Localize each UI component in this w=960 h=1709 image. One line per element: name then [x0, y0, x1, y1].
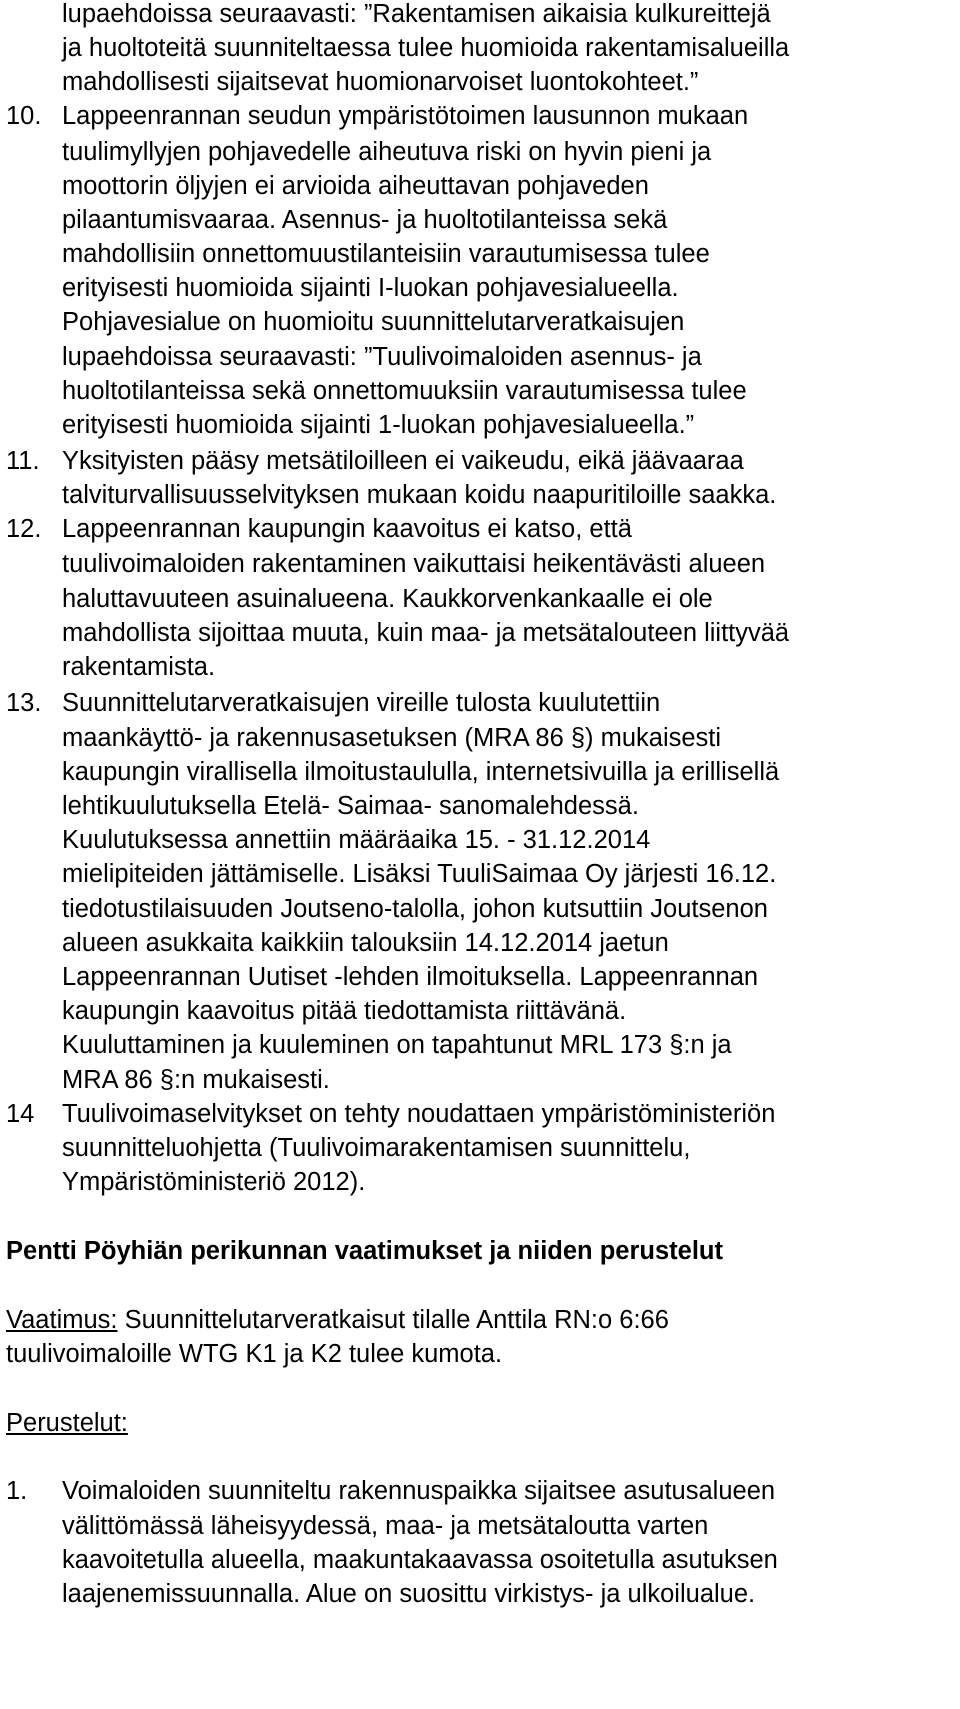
text-line: välittömässä läheisyydessä, maa- ja metsätaloutta varten	[62, 1512, 709, 1540]
text-line: suunnitteluohjetta (Tuulivoimarakentamisen suunnittelu,	[62, 1134, 691, 1162]
text-line: maankäyttö- ja rakennusasetuksen (MRA 86 §) mukaisesti	[62, 724, 722, 752]
vaatimus-text: Suunnittelutarveratkaisut tilalle Anttila RN:o 6:66	[117, 1306, 669, 1334]
perustelut-label: Perustelut:	[6, 1409, 128, 1437]
text-line: mahdollista sijoittaa muuta, kuin maa- ja metsätalouteen liittyvää	[62, 619, 790, 647]
vaatimus-line	[6, 1303, 669, 1337]
text-line: alueen asukkaita kaikkiin talouksiin 14.12.2014 jaetun	[62, 929, 669, 957]
text-line: Suunnittelutarveratkaisujen vireille tulosta kuulutettiin	[62, 689, 661, 717]
text-line: talviturvallisuusselvityksen mukaan koidu naapuritiloille saakka.	[62, 481, 777, 509]
text-line: MRA 86 §:n mukaisesti.	[62, 1066, 330, 1094]
text-line: kaavoitetulla alueella, maakuntakaavassa osoitetulla asutuksen	[62, 1546, 778, 1574]
text-line: Lappeenrannan Uutiset -lehden ilmoituksella. Lappeenrannan	[62, 963, 759, 991]
text-line: tuulimyllyjen pohjavedelle aiheutuva riski on hyvin pieni ja	[62, 138, 712, 166]
text-line: lupaehdoissa seuraavasti: ”Tuulivoimaloiden asennus- ja	[62, 343, 702, 371]
text-line: Ympäristöministeriö 2012).	[62, 1168, 366, 1196]
text-line: lehtikuulutuksella Etelä- Saimaa- sanomalehdessä.	[62, 792, 639, 820]
text-line: mahdollisiin onnettomuustilanteisiin varautumisessa tulee	[62, 240, 710, 268]
text-line: ja huoltoteitä suunniteltaessa tulee huomioida rakentamisalueilla	[62, 34, 790, 62]
text-line: pilaantumisvaaraa. Asennus- ja huoltotilanteissa sekä	[62, 206, 668, 234]
item-number: 13.	[6, 689, 42, 717]
text-line: tuulivoimaloille WTG K1 ja K2 tulee kumota.	[6, 1340, 503, 1368]
text-line: mielipiteiden jättämiselle. Lisäksi TuuliSaimaa Oy järjesti 16.12.	[62, 860, 777, 888]
text-line: moottorin öljyjen ei arvioida aiheuttavan pohjaveden	[62, 172, 649, 200]
text-line: erityisesti huomioida sijainti I-luokan pohjavesialueella.	[62, 274, 679, 302]
text-line: Yksityisten pääsy metsätiloilleen ei vaikeudu, eikä jäävaaraa	[62, 447, 744, 475]
text-line: Lappeenrannan kaupungin kaavoitus ei katso, että	[62, 515, 632, 543]
item-number: 11.	[6, 447, 40, 475]
text-line: Tuulivoimaselvitykset on tehty noudattaen ympäristöministeriön	[62, 1100, 776, 1128]
text-line: Pohjavesialue on huomioitu suunnittelutarveratkaisujen	[62, 308, 685, 336]
item-number: 14	[6, 1100, 35, 1128]
text-line: tuulivoimaloiden rakentaminen vaikuttaisi heikentävästi alueen	[62, 550, 766, 578]
text-line: rakentamista.	[62, 653, 216, 681]
text-line: kaupungin kaavoitus pitää tiedottamista riittävänä.	[62, 997, 627, 1025]
text-line: erityisesti huomioida sijainti 1-luokan pohjavesialueella.”	[62, 411, 695, 439]
text-line: huoltotilanteissa sekä onnettomuuksiin varautumisessa tulee	[62, 377, 747, 405]
text-line: Kuulutuksessa annettiin määräaika 15. - 31.12.2014	[62, 826, 651, 854]
text-line: laajenemissuunnalla. Alue on suosittu virkistys- ja ulkoilualue.	[62, 1580, 756, 1608]
section-heading: Pentti Pöyhiän perikunnan vaatimukset ja niiden perustelut	[6, 1237, 723, 1265]
text-line: mahdollisesti sijaitsevat huomionarvoiset luontokohteet.”	[62, 68, 699, 96]
item-number: 1.	[6, 1477, 28, 1505]
text-line: Voimaloiden suunniteltu rakennuspaikka sijaitsee asutusalueen	[62, 1477, 776, 1505]
text-line: tiedotustilaisuuden Joutseno-talolla, johon kutsuttiin Joutsenon	[62, 895, 768, 923]
text-line: Kuuluttaminen ja kuuleminen on tapahtunut MRL 173 §:n ja	[62, 1031, 732, 1059]
text-line: lupaehdoissa seuraavasti: ”Rakentamisen aikaisia kulkureittejä	[62, 0, 771, 28]
vaatimus-label: Vaatimus:	[6, 1306, 118, 1334]
text-line: haluttavuuteen asuinalueena. Kaukkorvenkankaalle ei ole	[62, 585, 713, 613]
item-number: 12.	[6, 515, 42, 543]
text-line: Lappeenrannan seudun ympäristötoimen lausunnon mukaan	[62, 102, 749, 130]
item-number: 10.	[6, 102, 42, 130]
text-line: kaupungin virallisella ilmoitustaululla, internetsivuilla ja erillisellä	[62, 758, 780, 786]
